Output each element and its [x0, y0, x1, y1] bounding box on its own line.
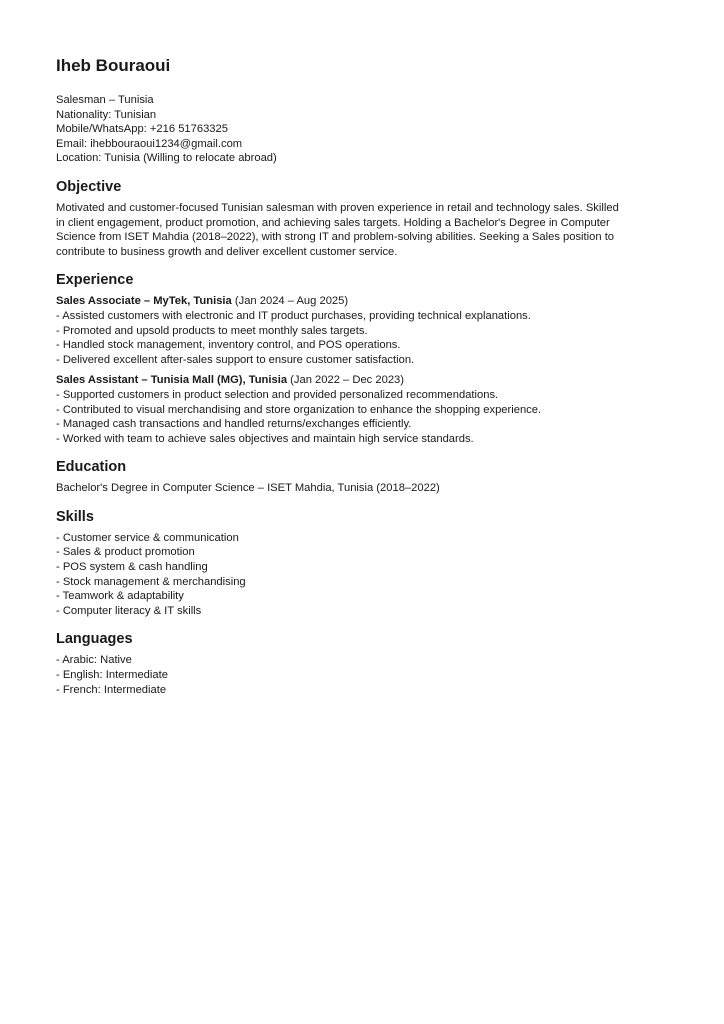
job-entry-mytek	[56, 294, 676, 367]
list-item: - Assisted customers with electronic and IT product purchases, providing technical explanations.	[56, 309, 531, 322]
phone-number: Mobile/WhatsApp: +216 51763325	[56, 123, 228, 136]
languages-section	[56, 630, 676, 697]
list-item: - Customer service & communication	[56, 531, 239, 544]
job-dates: (Jan 2022 – Dec 2023)	[287, 374, 404, 387]
objective-section	[56, 178, 676, 259]
list-item: - Promoted and upsold products to meet monthly sales targets.	[56, 324, 368, 337]
list-item: - Sales & product promotion	[56, 546, 195, 559]
section-heading-languages: Languages	[56, 631, 133, 648]
skills-list	[56, 531, 676, 619]
list-item: - Supported customers in product selection and provided personalized recommendations.	[56, 388, 499, 401]
section-heading-objective: Objective	[56, 178, 122, 195]
objective-line: Motivated and customer-focused Tunisian salesman with proven experience in retail and technology sales. Skilled	[56, 201, 619, 214]
list-item: - Contributed to visual merchandising and store organization to enhance the shopping experience.	[56, 403, 542, 416]
objective-line: contribute to business growth and deliver excellent customer service.	[56, 245, 398, 258]
list-item: - Stock management & merchandising	[56, 575, 246, 588]
job-title: Sales Associate – MyTek, Tunisia	[56, 295, 232, 308]
job-header	[56, 373, 676, 388]
job-duties	[56, 388, 676, 446]
list-item: - Arabic: Native	[56, 654, 132, 667]
resume-page	[56, 55, 676, 697]
languages-list	[56, 653, 676, 697]
contact-details	[56, 93, 676, 166]
objective-line: Science from ISET Mahdia (2018–2022), with strong IT and problem-solving abilities. Seeking a Sales position to	[56, 231, 615, 244]
location: Location: Tunisia (Willing to relocate abroad)	[56, 152, 277, 165]
skills-section	[56, 508, 676, 619]
experience-section	[56, 271, 676, 446]
role-location: Salesman – Tunisia	[56, 94, 154, 106]
nationality: Nationality: Tunisian	[56, 108, 157, 121]
list-item: - Managed cash transactions and handled returns/exchanges efficiently.	[56, 418, 412, 431]
section-heading-education: Education	[56, 459, 127, 476]
list-item: - French: Intermediate	[56, 683, 167, 696]
job-duties	[56, 309, 676, 367]
list-item: - POS system & cash handling	[56, 561, 208, 574]
list-item: - Delivered excellent after-sales support to ensure customer satisfaction.	[56, 353, 415, 366]
list-item: - English: Intermediate	[56, 669, 168, 682]
candidate-name: Iheb Bouraoui	[56, 56, 171, 75]
objective-paragraph	[56, 201, 676, 259]
job-header	[56, 294, 676, 309]
job-entry-tunisia-mall	[56, 373, 676, 446]
list-item: - Teamwork & adaptability	[56, 590, 184, 603]
list-item: - Worked with team to achieve sales objectives and maintain high service standards.	[56, 432, 474, 445]
education-section	[56, 458, 676, 496]
section-heading-skills: Skills	[56, 508, 94, 525]
list-item: - Computer literacy & IT skills	[56, 604, 202, 617]
education-entry: Bachelor's Degree in Computer Science – ISET Mahdia, Tunisia (2018–2022)	[56, 482, 440, 495]
email-address: Email: ihebbouraoui1234@gmail.com	[56, 137, 243, 150]
list-item: - Handled stock management, inventory control, and POS operations.	[56, 339, 401, 352]
job-title: Sales Assistant – Tunisia Mall (MG), Tunisia	[56, 374, 288, 387]
section-heading-experience: Experience	[56, 272, 134, 289]
objective-line: in client engagement, product promotion, and achieving sales targets. Holding a Bachelor's Degree in Computer	[56, 216, 610, 229]
job-dates: (Jan 2024 – Aug 2025)	[231, 295, 349, 308]
